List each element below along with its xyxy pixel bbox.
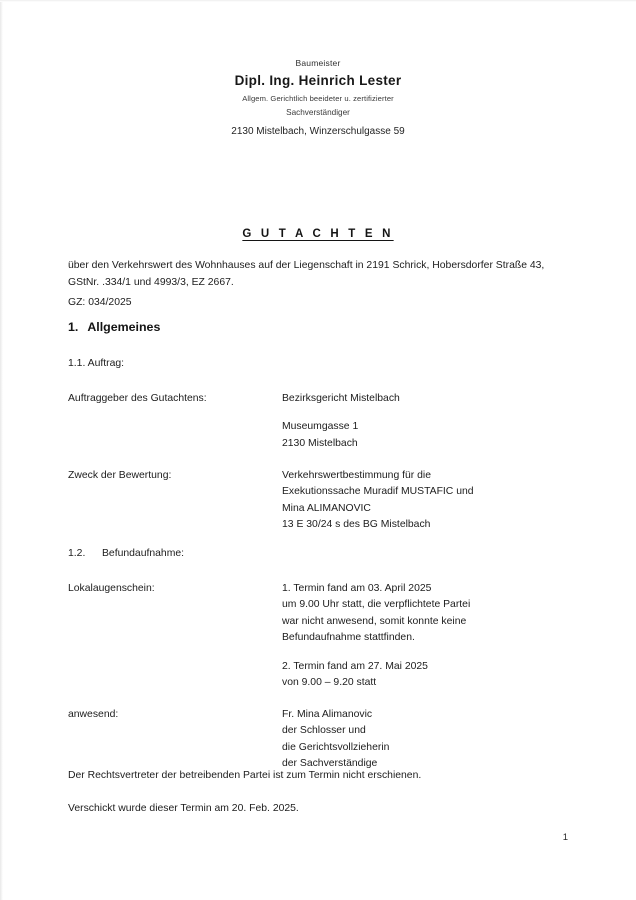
section-heading-allgemeines xyxy=(68,320,160,334)
lokalaugenschein-line-5: 2. Termin fand am 27. Mai 2025 xyxy=(282,660,428,672)
subsection-heading-befundaufnahme xyxy=(68,548,184,559)
letterhead-qualification-line-1: Allgem. Gerichtlich beeideter u. zertifizierter xyxy=(242,93,394,103)
section-title: Allgemeines xyxy=(87,320,161,334)
field-value-anwesend xyxy=(282,707,578,773)
subsection-heading-auftrag: 1.1. Auftrag: xyxy=(68,358,125,369)
intro-text: über den Verkehrswert des Wohnhauses auf der Liegenschaft in 2191 Schrick, Hobersdorfer Straße 43, GStNr. .334/1 und 4993/3, EZ 2667. xyxy=(68,260,545,288)
spacer xyxy=(282,647,578,659)
auftraggeber-line-1: Bezirksgericht Mistelbach xyxy=(282,393,400,404)
field-value-lokalaugenschein xyxy=(282,581,578,692)
field-label-zweck: Zweck der Bewertung: xyxy=(68,470,172,481)
lokalaugenschein-line-2: um 9.00 Uhr statt, die verpflichtete Partei xyxy=(282,599,471,611)
lokalaugenschein-line-3: war nicht anwesend, somit konnte keine xyxy=(282,615,467,627)
field-value-zweck xyxy=(282,468,578,534)
auftraggeber-line-2: Museumgasse 1 xyxy=(282,421,359,433)
letterhead-role: Baumeister xyxy=(295,58,341,68)
auftraggeber-line-3: 2130 Mistelbach xyxy=(282,437,358,449)
field-label-anwesend: anwesend: xyxy=(68,709,119,720)
field-label-auftraggeber: Auftraggeber des Gutachtens: xyxy=(68,393,207,404)
intro-paragraph xyxy=(68,258,578,312)
zweck-line-4: 13 E 30/24 s des BG Mistelbach xyxy=(282,519,431,531)
paragraph-verschickt: Verschickt wurde dieser Termin am 20. Feb. 2025. xyxy=(68,803,299,814)
case-reference: GZ: 034/2025 xyxy=(68,296,132,308)
spacer xyxy=(282,407,578,419)
page-number: 1 xyxy=(562,832,568,843)
zweck-line-3: Mina ALIMANOVIC xyxy=(282,502,371,514)
section-number: 1. xyxy=(68,320,79,334)
subsection-number: 1.2. xyxy=(68,548,86,559)
letterhead-name: Dipl. Ing. Heinrich Lester xyxy=(234,73,402,89)
anwesend-line-1: Fr. Mina Alimanovic xyxy=(282,709,373,720)
letterhead-address: 2130 Mistelbach, Winzerschulgasse 59 xyxy=(231,126,405,137)
lokalaugenschein-line-1: 1. Termin fand am 03. April 2025 xyxy=(282,583,432,594)
anwesend-line-3: die Gerichtsvollzieherin xyxy=(282,741,390,753)
anwesend-line-2: der Schlosser und xyxy=(282,725,366,737)
lokalaugenschein-line-4: Befundaufnahme stattfinden. xyxy=(282,632,415,644)
zweck-line-2: Exekutionssache Muradif MUSTAFIC und xyxy=(282,486,474,498)
field-value-auftraggeber xyxy=(282,391,578,452)
zweck-line-1: Verkehrswertbestimmung für die xyxy=(282,470,431,481)
letterhead-qualification-line-2: Sachverständiger xyxy=(286,107,350,117)
page-title: G U T A C H T E N xyxy=(242,228,394,240)
subsection-title: Befundaufnahme: xyxy=(102,548,185,559)
lokalaugenschein-line-6: von 9.00 – 9.20 statt xyxy=(282,677,377,689)
anwesend-line-4: der Sachverständige xyxy=(282,758,378,770)
letterhead xyxy=(0,58,636,139)
paragraph-rechtsvertreter: Der Rechtsvertreter der betreibenden Partei ist zum Termin nicht erschienen. xyxy=(68,770,422,781)
field-label-lokalaugenschein: Lokalaugenschein: xyxy=(68,583,155,594)
